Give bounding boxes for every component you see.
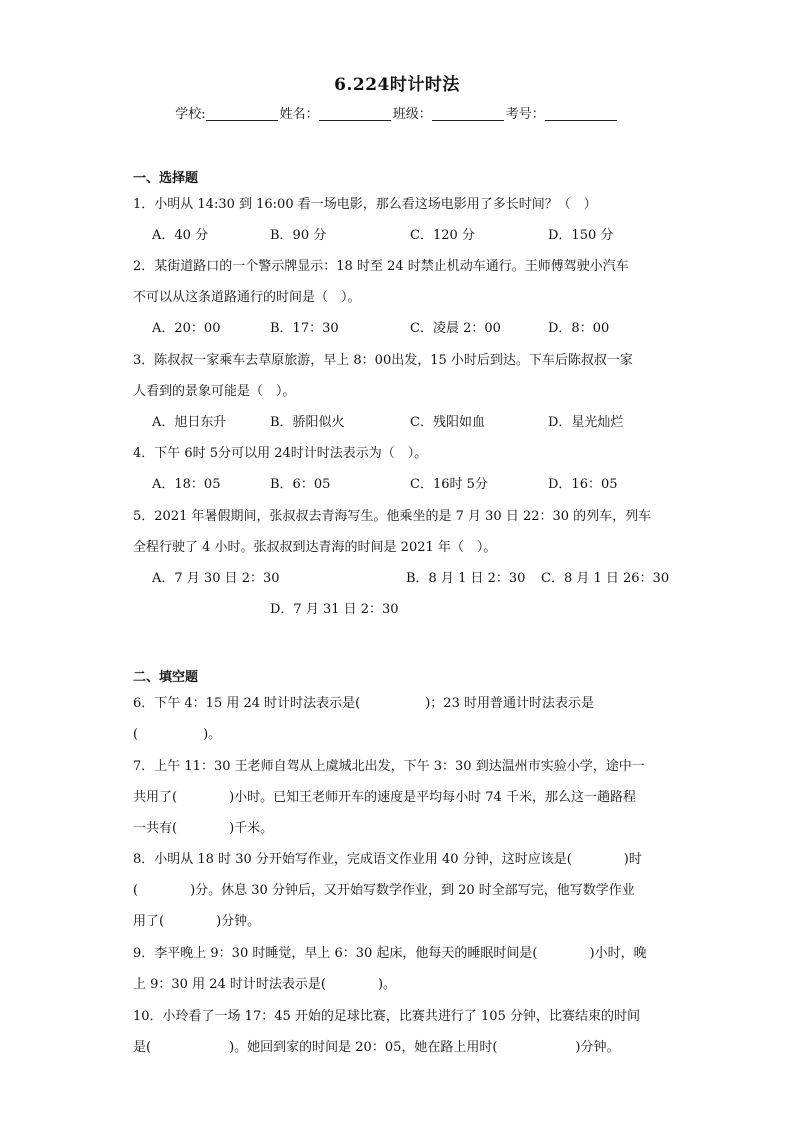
page-title: 6.224时计时法 [334, 75, 460, 95]
q4-option-c[interactable]: C．16时 5分 [410, 477, 488, 492]
question-7-line-1: 7．上午 11：30 王老师自驾从上虞城北出发，下午 3：30 到达温州市实验小学，途中一 [133, 759, 645, 774]
section-heading-choice: 一、选择题 [133, 171, 199, 186]
question-6-line-1: 6．下午 4：15 用 24 时计时法表示是( )；23 时用普通计时法表示是 [133, 696, 594, 711]
name-label: 姓名： [279, 107, 319, 122]
question-8-line-3: 用了( )分钟。 [133, 914, 261, 929]
q5-option-c[interactable]: C．8 月 1 日 26：30 [541, 571, 670, 586]
question-3-line-1: 3．陈叔叔一家乘车去草原旅游，早上 8：00出发，15 小时后到达。下车后陈叔叔一家 [133, 353, 633, 368]
q3-option-a[interactable]: A．旭日东升 [152, 415, 227, 430]
q1-option-b[interactable]: B．90 分 [270, 228, 327, 243]
question-9-line-1: 9．李平晚上 9：30 时睡觉，早上 6：30 起床，他每天的睡眠时间是( )小时，晚 [133, 946, 647, 961]
q3-option-d[interactable]: D．星光灿烂 [548, 415, 624, 430]
student-info-row [0, 103, 794, 122]
question-8-line-1: 8．小明从 18 时 30 分开始写作业，完成语文作业用 40 分钟，这时应该是( )时 [133, 852, 642, 867]
question-10-line-2: 是( )。她回到家的时间是 20：05，她在路上用时( )分钟。 [133, 1040, 620, 1055]
name-blank[interactable] [319, 107, 391, 121]
question-2-line-1: 2．某街道路口的一个警示牌显示：18 时至 24 时禁止机动车通行。王师傅驾驶小汽车 [133, 259, 629, 274]
q1-option-c[interactable]: C．120 分 [410, 228, 475, 243]
class-blank[interactable] [432, 107, 504, 121]
question-6-line-2: ( )。 [133, 727, 222, 742]
q2-option-c[interactable]: C．凌晨 2：00 [410, 321, 501, 336]
question-4: 4．下午 6时 5分可以用 24时计时法表示为（ ）。 [133, 446, 428, 461]
question-8-line-2: ( )分。休息 30 分钟后，又开始写数学作业，到 20 时全部写完，他写数学作业 [133, 883, 635, 898]
q2-option-d[interactable]: D．8：00 [548, 321, 610, 336]
q4-option-a[interactable]: A．18：05 [152, 477, 221, 492]
question-5-line-1: 5．2021 年暑假期间，张叔叔去青海写生。他乘坐的是 7 月 30 日 22：30 的列车，列车 [133, 509, 652, 524]
number-label: 考号： [505, 107, 545, 122]
question-1: 1．小明从 14:30 到 16:00 看一场电影，那么看这场电影用了多长时间？（ ） [133, 197, 597, 212]
question-7-line-2: 共用了( )小时。已知王老师开车的速度是平均每小时 74 千米，那么这一趟路程 [133, 790, 636, 805]
q1-option-a[interactable]: A．40 分 [152, 228, 209, 243]
number-blank[interactable] [545, 107, 617, 121]
question-5-line-2: 全程行驶了 4 小时。张叔叔到达青海的时间是 2021 年（ ）。 [133, 540, 497, 555]
school-blank[interactable] [206, 107, 278, 121]
school-label: 学校: [175, 107, 206, 122]
q4-option-b[interactable]: B．6：05 [270, 477, 331, 492]
q1-option-d[interactable]: D．150 分 [548, 228, 614, 243]
question-7-line-3: 一共有( )千米。 [133, 821, 274, 836]
question-2-line-2: 不可以从这条道路通行的时间是（ ）。 [133, 290, 361, 305]
q5-option-d[interactable]: D．7 月 31 日 2：30 [270, 602, 399, 617]
q3-option-c[interactable]: C．残阳如血 [410, 415, 485, 430]
question-3-line-2: 人看到的景象可能是（ ）。 [133, 384, 296, 399]
question-9-line-2: 上 9：30 用 24 时计时法表示是( )。 [133, 977, 397, 992]
class-label: 班级： [392, 107, 432, 122]
q3-option-b[interactable]: B．骄阳似火 [270, 415, 345, 430]
question-10-line-1: 10．小玲看了一场 17：45 开始的足球比赛，比赛共进行了 105 分钟，比赛结束的时间 [133, 1009, 640, 1024]
q5-option-a[interactable]: A．7 月 30 日 2：30 [152, 571, 280, 586]
q5-option-b[interactable]: B．8 月 1 日 2：30 [406, 571, 526, 586]
section-heading-fill: 二、填空题 [133, 670, 199, 685]
q2-option-b[interactable]: B．17：30 [270, 321, 339, 336]
q2-option-a[interactable]: A．20：00 [152, 321, 221, 336]
q4-option-d[interactable]: D．16：05 [548, 477, 618, 492]
